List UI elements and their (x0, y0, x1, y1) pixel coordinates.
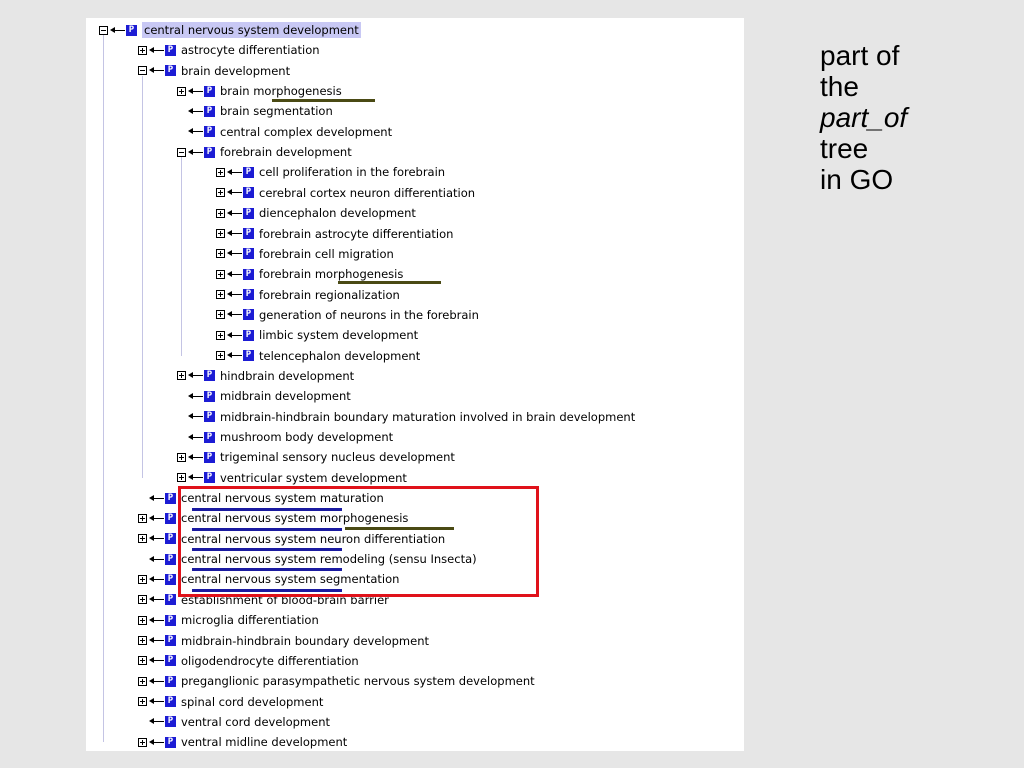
tree-node[interactable] (177, 122, 392, 142)
underline-cns-morphogenesis-suffix (345, 527, 454, 530)
tree-node[interactable] (216, 203, 416, 223)
tree-node-label[interactable]: brain development (181, 63, 291, 78)
process-term-icon: P (204, 391, 215, 402)
expand-icon[interactable] (216, 188, 225, 197)
process-term-icon: P (204, 86, 215, 97)
process-term-icon: P (204, 126, 215, 137)
tree-node[interactable] (177, 366, 354, 386)
caption (820, 40, 907, 195)
expand-icon[interactable] (216, 270, 225, 279)
tree-node-label[interactable]: ventricular system development (220, 470, 407, 485)
part-of-arrow-icon (227, 351, 242, 360)
no-expander-spacer (177, 392, 186, 401)
tree-node[interactable] (216, 224, 453, 244)
tree-node[interactable] (216, 305, 479, 325)
tree-node-label[interactable]: central nervous system morphogenesis (181, 511, 409, 526)
expand-icon[interactable] (138, 595, 147, 604)
underline-cns-neuron-differentiation (192, 548, 342, 551)
tree-node-label[interactable]: cell proliferation in the forebrain (259, 165, 446, 180)
part-of-arrow-icon (188, 473, 203, 482)
tree-node[interactable] (99, 20, 361, 40)
process-term-icon: P (165, 45, 176, 56)
process-term-icon: P (165, 574, 176, 585)
underline-cns-morphogenesis-prefix (192, 528, 342, 531)
underline-cns-segmentation (192, 589, 342, 592)
part-of-arrow-icon (227, 331, 242, 340)
part-of-arrow-icon (227, 270, 242, 279)
process-term-icon: P (204, 472, 215, 483)
tree-node[interactable] (177, 468, 407, 488)
part-of-arrow-icon (188, 148, 203, 157)
tree-node-label[interactable]: central nervous system maturation (181, 491, 384, 506)
tree-node[interactable] (177, 142, 352, 162)
caption-line-4: tree (820, 133, 869, 164)
tree-node-label[interactable]: midbrain-hindbrain boundary development (181, 633, 430, 648)
go-tree-panel (86, 18, 744, 751)
tree-connector-line (103, 35, 104, 742)
part-of-arrow-icon (227, 229, 242, 238)
tree-node[interactable] (216, 285, 400, 305)
tree-node-label[interactable]: forebrain development (220, 145, 352, 160)
tree-node[interactable] (177, 407, 635, 427)
tree-node-label[interactable]: oligodendrocyte differentiation (181, 653, 359, 668)
expand-icon[interactable] (138, 636, 147, 645)
process-term-icon: P (243, 187, 254, 198)
part-of-arrow-icon (149, 697, 164, 706)
process-term-icon: P (243, 309, 254, 320)
process-term-icon: P (165, 533, 176, 544)
tree-node-label[interactable]: forebrain morphogenesis (259, 267, 404, 282)
tree-connector-line (181, 157, 182, 356)
part-of-arrow-icon (149, 66, 164, 75)
process-term-icon: P (165, 635, 176, 646)
tree-node[interactable] (138, 631, 429, 651)
part-of-arrow-icon (149, 575, 164, 584)
tree-node[interactable] (138, 651, 359, 671)
tree-node-label[interactable]: ventral cord development (181, 714, 331, 729)
tree-node-label[interactable]: trigeminal sensory nucleus development (220, 450, 455, 465)
tree-node[interactable] (138, 732, 347, 752)
part-of-arrow-icon (188, 371, 203, 380)
no-expander-spacer (177, 107, 186, 116)
tree-node-label[interactable]: forebrain regionalization (259, 287, 400, 302)
process-term-icon: P (243, 167, 254, 178)
part-of-arrow-icon (188, 107, 203, 116)
process-term-icon: P (165, 655, 176, 666)
part-of-arrow-icon (227, 310, 242, 319)
process-term-icon: P (243, 330, 254, 341)
process-term-icon: P (204, 432, 215, 443)
part-of-arrow-icon (149, 677, 164, 686)
caption-line-3 (820, 102, 907, 133)
expand-icon[interactable] (138, 677, 147, 686)
part-of-arrow-icon (149, 656, 164, 665)
part-of-arrow-icon (149, 534, 164, 543)
tree-node[interactable] (138, 61, 290, 81)
tree-node[interactable] (138, 712, 330, 732)
underline-cns-remodeling (192, 568, 342, 571)
no-expander-spacer (138, 717, 147, 726)
expand-icon[interactable] (138, 514, 147, 523)
process-term-icon: P (126, 25, 137, 36)
tree-node[interactable] (216, 346, 420, 366)
expand-icon[interactable] (138, 534, 147, 543)
expand-icon[interactable] (216, 229, 225, 238)
part-of-arrow-icon (188, 87, 203, 96)
expand-icon[interactable] (216, 351, 225, 360)
tree-node-label[interactable]: cerebral cortex neuron differentiation (259, 185, 476, 200)
tree-node-label[interactable]: telencephalon development (259, 348, 421, 363)
collapse-icon[interactable] (138, 66, 147, 75)
tree-node-label[interactable]: midbrain-hindbrain boundary maturation involved in brain development (220, 409, 636, 424)
process-term-icon: P (243, 228, 254, 239)
tree-node-label[interactable]: brain segmentation (220, 104, 333, 119)
collapse-icon[interactable] (99, 26, 108, 35)
part-of-arrow-icon (227, 209, 242, 218)
part-of-arrow-icon (227, 249, 242, 258)
tree-node-label[interactable]: diencephalon development (259, 206, 416, 221)
expand-icon[interactable] (138, 738, 147, 747)
tree-node[interactable] (138, 40, 320, 60)
part-of-arrow-icon (149, 46, 164, 55)
tree-node[interactable] (216, 162, 445, 182)
part-of-arrow-icon (188, 392, 203, 401)
no-expander-spacer (138, 555, 147, 564)
process-term-icon: P (243, 208, 254, 219)
cns-terms-highlight-box (178, 486, 539, 597)
tree-node-label[interactable]: brain morphogenesis (220, 84, 342, 99)
caption-part-of-term: part_of (820, 102, 908, 133)
part-of-arrow-icon (227, 168, 242, 177)
expand-icon[interactable] (216, 310, 225, 319)
process-term-icon: P (204, 370, 215, 381)
expand-icon[interactable] (138, 46, 147, 55)
tree-node[interactable] (216, 183, 475, 203)
part-of-arrow-icon (149, 595, 164, 604)
part-of-arrow-icon (188, 433, 203, 442)
caption-line-2: the (820, 71, 859, 102)
tree-node[interactable] (177, 447, 455, 467)
process-term-icon: P (165, 696, 176, 707)
no-expander-spacer (138, 494, 147, 503)
tree-node-label[interactable]: central nervous system neuron differentiation (181, 531, 446, 546)
tree-node-label[interactable]: astrocyte differentiation (181, 43, 320, 58)
tree-node-label[interactable]: central complex development (220, 124, 393, 139)
caption-line-5: in GO (820, 164, 894, 195)
process-term-icon: P (165, 554, 176, 565)
tree-node-label[interactable]: hindbrain development (220, 368, 355, 383)
process-term-icon: P (165, 737, 176, 748)
part-of-arrow-icon (227, 188, 242, 197)
underline-brain-morphogenesis (272, 99, 375, 102)
tree-node-label[interactable]: central nervous system development (144, 23, 359, 37)
process-term-icon: P (165, 615, 176, 626)
tree-node[interactable] (177, 101, 333, 121)
expand-icon[interactable] (216, 331, 225, 340)
expand-icon[interactable] (216, 168, 225, 177)
tree-node[interactable] (177, 386, 351, 406)
expand-icon[interactable] (216, 249, 225, 258)
expand-icon[interactable] (216, 209, 225, 218)
part-of-arrow-icon (149, 514, 164, 523)
tree-node-label[interactable]: limbic system development (259, 328, 419, 343)
process-term-icon: P (204, 411, 215, 422)
part-of-arrow-icon (110, 26, 125, 35)
process-term-icon: P (243, 269, 254, 280)
expand-icon[interactable] (177, 473, 186, 482)
no-expander-spacer (177, 127, 186, 136)
tree-node-label[interactable]: establishment of blood-brain barrier (181, 592, 389, 607)
expand-icon[interactable] (177, 371, 186, 380)
tree-node-label[interactable]: central nervous system segmentation (181, 572, 400, 587)
tree-node-label[interactable]: microglia differentiation (181, 613, 319, 628)
tree-node[interactable] (138, 692, 323, 712)
part-of-arrow-icon (149, 636, 164, 645)
part-of-arrow-icon (188, 127, 203, 136)
tree-node[interactable] (138, 610, 319, 630)
tree-node[interactable] (177, 427, 393, 447)
tree-node-label[interactable]: ventral midline development (181, 735, 348, 750)
underline-cns-maturation (192, 508, 342, 511)
tree-node-label[interactable]: spinal cord development (181, 694, 324, 709)
process-term-icon: P (165, 513, 176, 524)
process-term-icon: P (165, 594, 176, 605)
tree-node-label[interactable]: mushroom body development (220, 430, 394, 444)
expand-icon[interactable] (216, 290, 225, 299)
part-of-arrow-icon (149, 616, 164, 625)
tree-node[interactable] (216, 325, 418, 345)
process-term-icon: P (204, 452, 215, 463)
tree-node-label[interactable]: central nervous system remodeling (sensu Insecta) (181, 552, 477, 567)
tree-node[interactable] (216, 244, 394, 264)
caption-line-1: part of (820, 40, 900, 71)
expand-icon[interactable] (138, 575, 147, 584)
process-term-icon: P (165, 716, 176, 727)
tree-node-label[interactable]: forebrain astrocyte differentiation (259, 226, 454, 241)
expand-icon[interactable] (138, 697, 147, 706)
process-term-icon: P (165, 493, 176, 504)
process-term-icon: P (243, 248, 254, 259)
part-of-arrow-icon (188, 412, 203, 421)
no-expander-spacer (177, 433, 186, 442)
process-term-icon: P (204, 147, 215, 158)
tree-node-label[interactable]: generation of neurons in the forebrain (259, 307, 479, 322)
tree-node-label[interactable]: forebrain cell migration (259, 246, 394, 261)
process-term-icon: P (204, 106, 215, 117)
part-of-arrow-icon (149, 494, 164, 503)
part-of-arrow-icon (149, 555, 164, 564)
expand-icon[interactable] (177, 453, 186, 462)
part-of-arrow-icon (188, 453, 203, 462)
expand-icon[interactable] (177, 87, 186, 96)
process-term-icon: P (243, 289, 254, 300)
tree-node-label[interactable]: preganglionic parasympathetic nervous system development (181, 674, 535, 689)
expand-icon[interactable] (138, 616, 147, 625)
expand-icon[interactable] (138, 656, 147, 665)
collapse-icon[interactable] (177, 148, 186, 157)
process-term-icon: P (165, 676, 176, 687)
part-of-arrow-icon (149, 738, 164, 747)
tree-node-label[interactable]: midbrain development (220, 389, 351, 404)
underline-forebrain-morphogenesis (338, 281, 441, 284)
tree-node[interactable] (138, 671, 535, 691)
tree-connector-line (142, 76, 143, 478)
part-of-arrow-icon (149, 717, 164, 726)
process-term-icon: P (243, 350, 254, 361)
part-of-arrow-icon (227, 290, 242, 299)
process-term-icon: P (165, 65, 176, 76)
no-expander-spacer (177, 412, 186, 421)
